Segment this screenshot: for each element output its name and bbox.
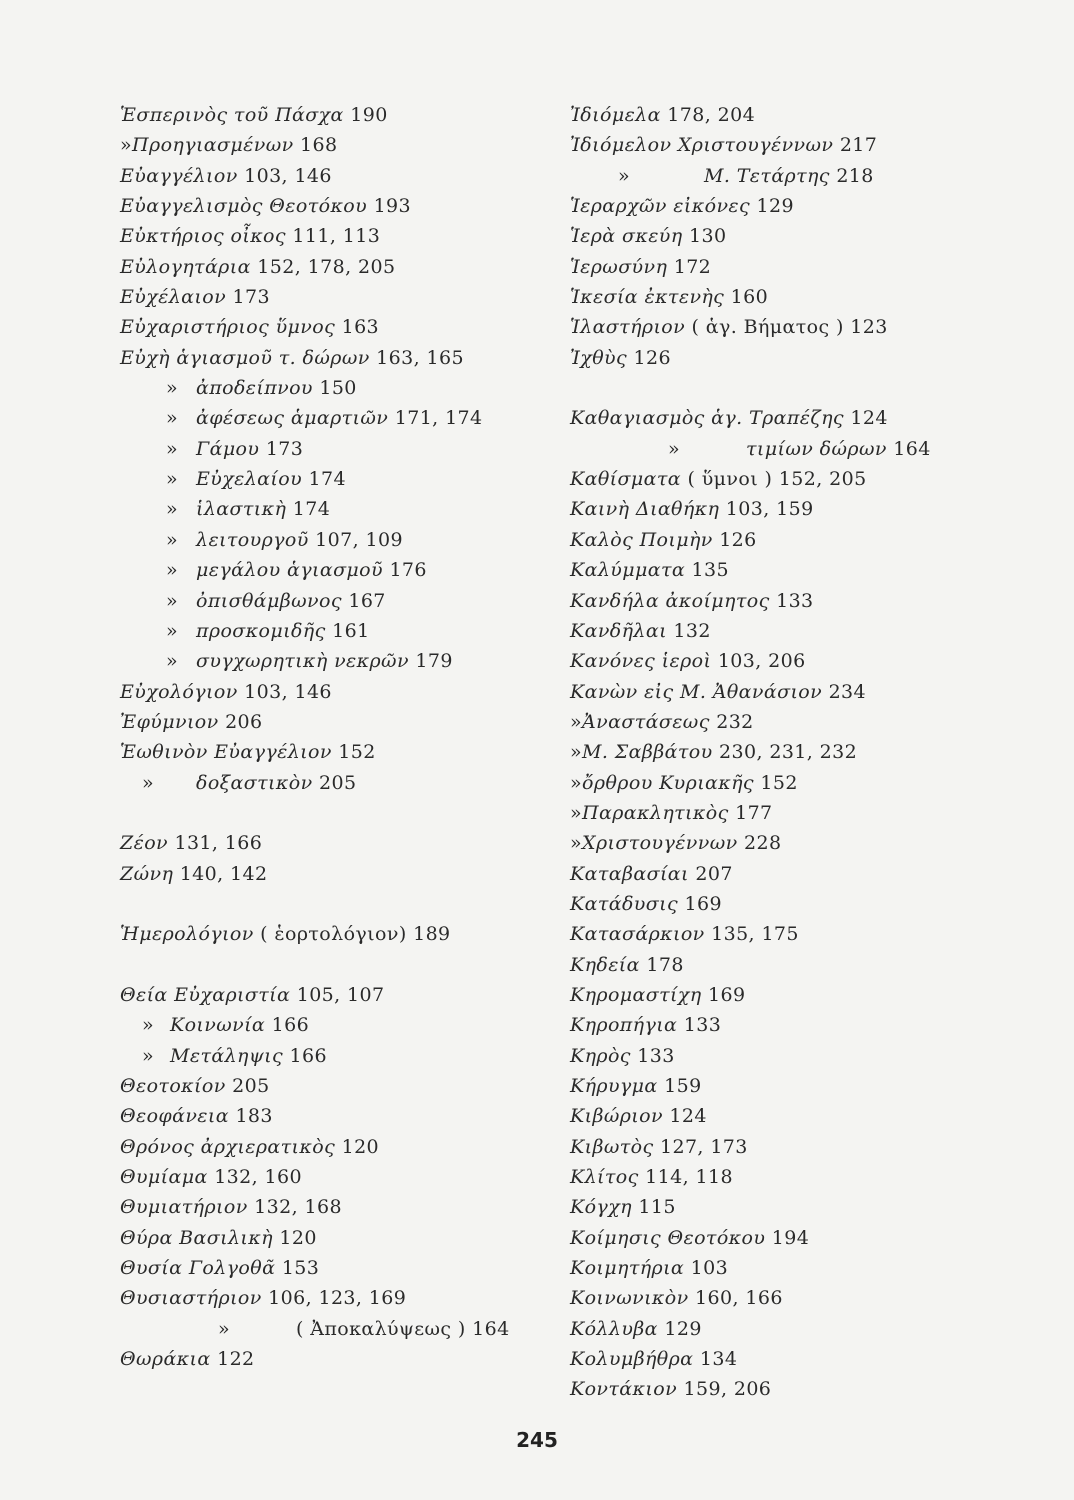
page-references: 131, 166 — [174, 832, 263, 855]
page-references: 194 — [771, 1226, 810, 1249]
index-entry — [570, 343, 990, 373]
ditto-mark: » — [166, 619, 179, 642]
page-references: 132, 160 — [214, 1166, 302, 1189]
index-entry — [120, 768, 560, 798]
page-references: 140, 142 — [179, 862, 268, 885]
page-references: 106, 123, 169 — [268, 1287, 407, 1310]
index-entry — [120, 586, 560, 616]
index-entry — [570, 100, 990, 130]
index-entry — [120, 191, 560, 221]
page-number: 245 — [516, 1428, 558, 1452]
index-entry — [570, 798, 990, 828]
page-references: 230, 231, 232 — [718, 741, 858, 764]
index-entry — [120, 555, 560, 585]
page-references: 168 — [300, 134, 338, 157]
page-references: 171, 174 — [394, 407, 483, 430]
index-term: Θυμιατήριον — [120, 1196, 248, 1219]
index-entry — [570, 1192, 990, 1222]
index-term: Κιβωτὸς — [570, 1135, 654, 1158]
index-entry — [570, 737, 990, 767]
index-entry — [120, 161, 560, 191]
index-term: Ἐφύμνιον — [120, 710, 219, 733]
index-term: Ἱεραρχῶν εἰκόνες — [570, 195, 751, 218]
page-references: 120 — [279, 1226, 317, 1249]
index-term: Προηγιασμένων — [132, 134, 294, 157]
index-entry — [120, 434, 560, 464]
page-references: 132 — [673, 619, 711, 642]
page-references: 173 — [232, 286, 270, 309]
index-entry — [570, 1223, 990, 1253]
index-term: Θεοφάνεια — [120, 1105, 229, 1128]
index-term: λειτουργοῦ — [196, 528, 309, 551]
index-term: Καθαγιασμὸς ἁγ. Τραπέζης — [570, 407, 844, 430]
index-entry — [570, 1132, 990, 1162]
page-references: 115 — [638, 1196, 676, 1219]
index-entry — [570, 252, 990, 282]
index-entry — [120, 1192, 560, 1222]
page-references: 159 — [664, 1075, 702, 1097]
index-term: συγχωρητικὴ νεκρῶν — [196, 650, 409, 673]
index-entry — [570, 919, 990, 949]
page-references: 164 — [893, 437, 931, 460]
ditto-mark: » — [166, 498, 179, 521]
page-references: 134 — [699, 1348, 738, 1371]
index-term: Ἱκεσία ἐκτενὴς — [570, 286, 725, 309]
page-references: 127, 173 — [659, 1135, 748, 1158]
index-term: Εὐκτήριος οἶκος — [120, 225, 286, 248]
page-references: 103, 146 — [244, 164, 332, 187]
page-references: 174 — [292, 498, 331, 521]
index-column-left — [120, 100, 560, 1374]
index-term: Καινὴ Διαθήκη — [570, 498, 720, 521]
index-entry — [120, 919, 560, 949]
ditto-mark: » — [166, 407, 179, 430]
index-term: Ἡμερολόγιον — [120, 923, 254, 946]
page-references: 103 — [690, 1257, 729, 1280]
page-references: 166 — [271, 1014, 310, 1037]
ditto-mark: » — [570, 832, 583, 855]
index-term: Εὐλογητάρια — [120, 255, 251, 278]
page-references: 105, 107 — [296, 983, 385, 1006]
ditto-mark: » — [142, 1014, 155, 1037]
page-references: 190 — [350, 104, 388, 126]
index-entry — [120, 1101, 560, 1131]
index-term: Ἱερὰ σκεύη — [570, 225, 683, 248]
page-references: 176 — [389, 559, 427, 582]
index-entry — [120, 100, 560, 130]
blank-line — [570, 373, 990, 403]
index-term: Ἰδιόμελον Χριστουγέννων — [570, 134, 834, 157]
index-term: Ζέον — [120, 832, 168, 855]
ditto-mark: » — [166, 437, 179, 460]
index-term: Κηρὸς — [570, 1044, 631, 1067]
page-references: 207 — [695, 862, 733, 885]
index-term: Χριστουγέννων — [582, 832, 738, 855]
index-term: Κηδεία — [570, 953, 640, 976]
index-term: Κατασάρκιον — [570, 923, 705, 946]
page-references: 122 — [217, 1348, 255, 1371]
page-references: 124 — [669, 1105, 707, 1128]
page-references: 126 — [719, 528, 757, 551]
index-term: Θυσιαστήριον — [120, 1287, 262, 1310]
index-term: Εὐχὴ ἁγιασμοῦ τ. δώρων — [120, 346, 370, 369]
ditto-mark: » — [142, 1044, 155, 1067]
index-term: τιμίων δώρων — [746, 437, 887, 460]
ditto-mark: » — [120, 134, 133, 157]
page-references: 160, 166 — [695, 1287, 783, 1310]
page-references: 163 — [341, 316, 380, 339]
page-references: 217 — [839, 134, 878, 157]
ditto-mark: » — [570, 710, 583, 733]
blank-line — [120, 889, 560, 919]
index-term: ἱλαστικὴ — [196, 498, 287, 521]
index-term: Κανδήλα ἀκοίμητος — [570, 589, 770, 612]
index-entry — [570, 130, 990, 160]
ditto-mark: » — [142, 771, 155, 794]
index-entry — [570, 161, 990, 191]
index-entry — [570, 828, 990, 858]
ditto-mark: » — [166, 559, 179, 582]
index-entry — [570, 312, 990, 342]
page-references: 152 — [338, 741, 376, 764]
index-entry — [570, 980, 990, 1010]
index-term: Κοινωνία — [170, 1014, 266, 1037]
page-references: 129 — [664, 1317, 702, 1340]
index-term: Κηροπήγια — [570, 1014, 678, 1037]
index-term: Ἑωθινὸν Εὐαγγέλιον — [120, 741, 332, 764]
page-references: 103, 206 — [717, 650, 806, 673]
index-entry — [120, 707, 560, 737]
index-term: Εὐαγγέλιον — [120, 164, 238, 187]
index-entry — [570, 403, 990, 433]
page-references: 133 — [637, 1044, 675, 1067]
index-column-right — [570, 100, 990, 1405]
page-references: 135 — [691, 559, 730, 582]
index-entry — [570, 859, 990, 889]
page-references: 166 — [289, 1044, 327, 1067]
index-entry — [570, 555, 990, 585]
index-entry — [120, 373, 560, 403]
index-entry — [120, 1283, 560, 1313]
index-term: Κήρυγμα — [570, 1075, 658, 1097]
page-references: 114, 118 — [645, 1166, 733, 1189]
page-references: 206 — [225, 710, 263, 733]
ditto-mark: » — [668, 437, 681, 460]
index-term: Κλίτος — [570, 1166, 639, 1189]
index-term: Θεία Εὐχαριστία — [120, 983, 291, 1006]
index-entry — [120, 525, 560, 555]
index-term: Μ. Σαββάτου — [582, 741, 713, 764]
page-references: 103, 159 — [725, 498, 814, 521]
index-entry — [120, 1344, 560, 1374]
index-entry — [120, 828, 560, 858]
index-entry — [120, 312, 560, 342]
index-term: Κανόνες ἱεροὶ — [570, 650, 712, 673]
page-references: 193 — [373, 195, 412, 218]
index-term: μεγάλου ἁγιασμοῦ — [196, 559, 383, 582]
index-entry — [120, 1041, 560, 1071]
index-term: Θωράκια — [120, 1348, 211, 1371]
index-entry — [570, 494, 990, 524]
index-term: Κανδῆλαι — [570, 619, 667, 642]
index-entry — [570, 1101, 990, 1131]
index-entry — [120, 1071, 560, 1101]
page-references: 218 — [836, 164, 874, 187]
index-term: προσκομιδῆς — [196, 619, 326, 642]
index-entry — [120, 221, 560, 251]
index-entry — [570, 889, 990, 919]
index-term: Θεοτοκίον — [120, 1075, 226, 1097]
index-term: Κολυμβήθρα — [570, 1348, 694, 1371]
index-entry — [120, 1010, 560, 1040]
page-references: 129 — [756, 195, 794, 218]
page-references: 234 — [828, 680, 867, 703]
index-term: Κοντάκιον — [570, 1378, 678, 1401]
index-entry — [570, 616, 990, 646]
page-references: 111, 113 — [292, 225, 381, 248]
index-term: Μετάληψις — [170, 1044, 284, 1067]
index-entry — [120, 859, 560, 889]
page-references: 159, 206 — [683, 1378, 772, 1401]
index-entry — [120, 464, 560, 494]
index-term: ἀφέσεως ἁμαρτιῶν — [196, 407, 389, 430]
index-term: Ἑσπερινὸς τοῦ Πάσχα — [120, 104, 344, 126]
ditto-mark: » — [166, 528, 179, 551]
index-term: ὄρθρου Κυριακῆς — [582, 771, 754, 794]
index-entry — [120, 1314, 560, 1344]
index-term: Καταβασίαι — [570, 862, 689, 885]
ditto-mark: » — [166, 377, 179, 400]
index-term: Ἱερωσύνη — [570, 255, 668, 278]
index-term: Ἱλαστήριον — [570, 316, 686, 339]
page-references: 150 — [319, 377, 357, 400]
index-term: Γάμου — [196, 437, 260, 460]
page-references: 228 — [744, 832, 782, 855]
ditto-mark: » — [166, 650, 179, 673]
index-term: Μ. Τετάρτης — [704, 164, 830, 187]
page-references: 130 — [688, 225, 727, 248]
page-references: 103, 146 — [244, 680, 332, 703]
page-references: ( Ἀποκαλύψεως ) 164 — [296, 1317, 510, 1340]
index-term: Εὐχέλαιον — [120, 286, 227, 309]
index-entry — [570, 1344, 990, 1374]
index-entry — [120, 403, 560, 433]
page-references: 179 — [415, 650, 453, 673]
index-term: Καλὸς Ποιμὴν — [570, 528, 713, 551]
ditto-mark: » — [570, 741, 583, 764]
index-term: Κηρομαστίχη — [570, 983, 702, 1006]
blank-line — [120, 798, 560, 828]
index-term: Θύρα Βασιλικὴ — [120, 1226, 273, 1249]
index-term: δοξαστικὸν — [196, 771, 313, 794]
page-references: 161 — [332, 619, 370, 642]
index-term: ὀπισθάμβωνος — [196, 589, 342, 612]
index-term: Θυσία Γολγοθᾶ — [120, 1257, 276, 1280]
index-term: Καθίσματα — [570, 468, 682, 491]
index-entry — [570, 1374, 990, 1404]
index-entry — [570, 1314, 990, 1344]
index-term: Παρακλητικὸς — [582, 801, 729, 824]
index-term: ἀποδείπνου — [196, 377, 313, 400]
index-entry — [120, 494, 560, 524]
page-references: 205 — [319, 771, 357, 794]
page-references: 107, 109 — [315, 528, 403, 551]
index-entry — [570, 1071, 990, 1101]
index-entry — [120, 980, 560, 1010]
index-entry — [570, 1253, 990, 1283]
index-entry — [570, 1283, 990, 1313]
page-references: 133 — [776, 589, 814, 612]
index-entry — [570, 586, 990, 616]
index-term: Εὐχαριστήριος ὕμνος — [120, 316, 336, 339]
index-entry — [120, 282, 560, 312]
index-term: Κόλλυβα — [570, 1317, 658, 1340]
ditto-mark: » — [166, 468, 179, 491]
ditto-mark: » — [218, 1317, 231, 1340]
index-term: Θυμίαμα — [120, 1166, 208, 1189]
index-entry — [570, 1010, 990, 1040]
page-references: 126 — [633, 346, 671, 369]
page-references: 172 — [673, 255, 712, 278]
index-entry — [120, 646, 560, 676]
page-references: 205 — [232, 1075, 270, 1097]
index-entry — [570, 677, 990, 707]
page-references: 178 — [646, 953, 684, 976]
page-references: 124 — [850, 407, 888, 430]
index-entry — [570, 1041, 990, 1071]
index-term: Κοιμητήρια — [570, 1257, 685, 1280]
index-term: Κοίμησις Θεοτόκου — [570, 1226, 766, 1249]
page-references: 160 — [730, 286, 769, 309]
index-term: Καλύμματα — [570, 559, 686, 582]
index-entry — [570, 525, 990, 555]
index-entry — [120, 616, 560, 646]
ditto-mark: » — [570, 771, 583, 794]
index-entry — [570, 434, 990, 464]
ditto-mark: » — [618, 164, 631, 187]
index-term: Εὐχελαίου — [196, 468, 303, 491]
page-references: ( ὕμνοι ) 152, 205 — [687, 468, 867, 491]
page-references: 153 — [281, 1257, 320, 1280]
index-entry — [570, 282, 990, 312]
index-term: Ζώνη — [120, 862, 174, 885]
index-entry — [570, 221, 990, 251]
page-references: 178, 204 — [667, 104, 756, 126]
index-entry — [570, 464, 990, 494]
page-references: 169 — [708, 983, 746, 1006]
index-term: Κόγχη — [570, 1196, 632, 1219]
index-term: Κιβώριον — [570, 1105, 663, 1128]
index-term: Κοινωνικὸν — [570, 1287, 689, 1310]
index-entry — [120, 252, 560, 282]
index-entry — [120, 1162, 560, 1192]
index-term: Ἰχθὺς — [570, 346, 628, 369]
index-entry — [570, 191, 990, 221]
page-references: 169 — [684, 892, 722, 915]
page-references: 173 — [265, 437, 304, 460]
index-entry — [120, 737, 560, 767]
index-entry — [120, 130, 560, 160]
index-entry — [120, 1253, 560, 1283]
index-entry — [120, 677, 560, 707]
page-references: ( ἑορτολόγιον) 189 — [260, 923, 451, 946]
index-term: Ἰδιόμελα — [570, 104, 661, 126]
page-references: 167 — [348, 589, 386, 612]
page-references: 152 — [760, 771, 798, 794]
index-entry — [570, 768, 990, 798]
page-references: 133 — [683, 1014, 722, 1037]
index-term: Κατάδυσις — [570, 892, 679, 915]
page-references: 183 — [235, 1105, 273, 1128]
index-entry — [570, 950, 990, 980]
index-entry — [120, 1223, 560, 1253]
page-references: 232 — [716, 710, 754, 733]
index-term: Κανὼν εἰς Μ. Ἀθανάσιον — [570, 680, 823, 703]
index-entry — [570, 646, 990, 676]
page-references: 152, 178, 205 — [257, 255, 396, 278]
index-entry — [570, 1162, 990, 1192]
index-term: Ἀναστάσεως — [582, 710, 710, 733]
index-entry — [120, 343, 560, 373]
blank-line — [120, 950, 560, 980]
ditto-mark: » — [166, 589, 179, 612]
page-references: 132, 168 — [254, 1196, 342, 1219]
page-references: 177 — [735, 801, 773, 824]
index-term: Εὐχολόγιον — [120, 680, 238, 703]
page-references: 135, 175 — [711, 923, 799, 946]
index-entry — [120, 1132, 560, 1162]
index-term: Εὐαγγελισμὸς Θεοτόκου — [120, 195, 368, 218]
index-term: Θρόνος ἀρχιερατικὸς — [120, 1135, 336, 1158]
page-references: 163, 165 — [376, 346, 464, 369]
page-references: ( ἁγ. Βήματος ) 123 — [691, 316, 888, 339]
ditto-mark: » — [570, 801, 583, 824]
index-entry — [570, 707, 990, 737]
page-references: 174 — [308, 468, 346, 491]
page-references: 120 — [341, 1135, 380, 1158]
